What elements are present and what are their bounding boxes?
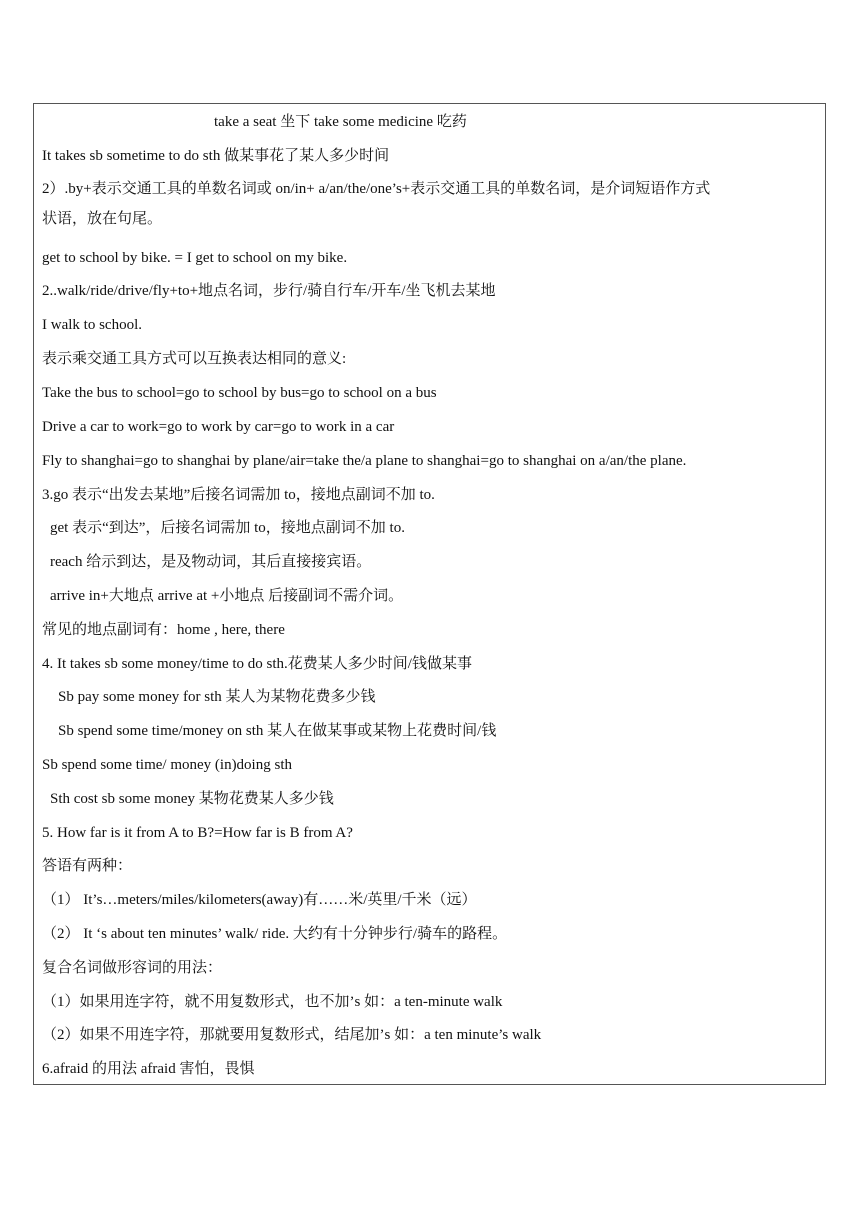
text-line: 3.go 表示“出发去某地”后接名词需加 to，接地点副词不加 to. [42,487,435,503]
text-line: reach 给示到达，是及物动词，其后直接接宾语。 [50,554,372,570]
text-line: （2） It ‘s about ten minutes’ walk/ ride. 大约有十分钟步行/骑车的路程。 [42,926,508,942]
text-line: （2）如果不用连字符，那就要用复数形式，结尾加’s 如：a ten minute’s walk [42,1027,542,1043]
text-line: 5. How far is it from A to B?=How far is B from A? [42,825,353,841]
text-line: I walk to school. [42,317,142,333]
text-line: Take the bus to school=go to school by bus=go to school on a bus [42,385,437,401]
text-line: get 表示“到达”，后接名词需加 to，接地点副词不加 to. [50,520,405,536]
text-line: Drive a car to work=go to work by car=go to work in a car [42,419,395,435]
text-line: 2）.by+表示交通工具的单数名词或 on/in+ a/an/the/one’s+表示交通工具的单数名词，是介词短语作方式 [42,181,711,197]
notes-table-cell [33,103,826,1085]
text-line: Sb spend some time/ money (in)doing sth [42,757,292,773]
text-line: 复合名词做形容词的用法： [42,960,223,976]
text-line: It takes sb sometime to do sth 做某事花了某人多少时间 [42,148,390,164]
text-line: take a seat 坐下 take some medicine 吃药 [214,114,467,130]
text-line: arrive in+大地点 arrive at +小地点 后接副词不需介词。 [50,588,404,604]
text-line: Sb pay some money for sth 某人为某物花费多少钱 [58,689,376,705]
text-line: 6.afraid 的用法 afraid 害怕，畏惧 [42,1061,255,1077]
text-line: 答语有两种： [42,858,133,874]
text-line: Fly to shanghai=go to shanghai by plane/air=take the/a plane to shanghai=go to shanghai on a/an/the plane. [42,453,687,469]
text-line: Sb spend some time/money on sth 某人在做某事或某物上花费时间/钱 [58,723,497,739]
text-line: 状语，放在句尾。 [42,211,163,227]
text-line: Sth cost sb some money 某物花费某人多少钱 [50,791,334,807]
text-line: （1）如果用连字符，就不用复数形式，也不加’s 如：a ten-minute walk [42,994,503,1010]
text-line: 4. It takes sb some money/time to do sth.花费某人多少时间/钱做某事 [42,656,472,672]
text-line: （1） It’s…meters/miles/kilometers(away)有……米/英里/千米（远） [42,892,477,908]
text-line: get to school by bike. = I get to school on my bike. [42,250,348,266]
text-line: 常见的地点副词有：home , here, there [42,622,285,638]
text-line: 表示乘交通工具方式可以互换表达相同的意义: [42,351,347,367]
text-line: 2..walk/ride/drive/fly+to+地点名词，步行/骑自行车/开车/坐飞机去某地 [42,283,496,299]
